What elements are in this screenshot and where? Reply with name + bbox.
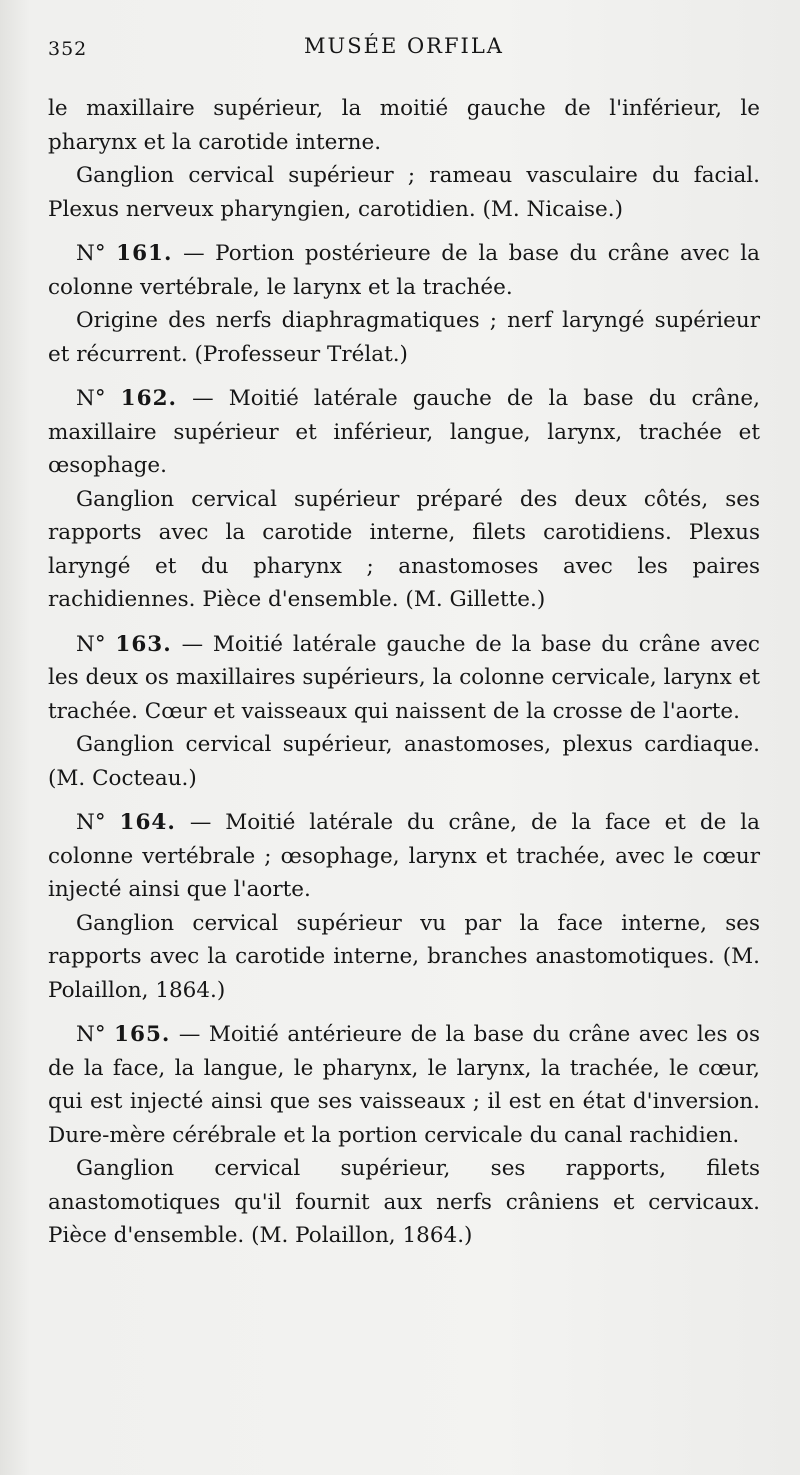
entry-number: 165. (114, 1022, 171, 1047)
entry-number: 162. (120, 386, 178, 411)
catalog-entry-161 (48, 237, 760, 371)
entry-number-label: N° (76, 241, 106, 266)
entry-details: Ganglion cervical supérieur, ses rapports, filets anastomotiques qu'il fournit aux nerfs crâniens et cervicaux. Pièce d'ensemble. (M. Polaillon, 1864.) (48, 1156, 760, 1248)
entry-details: Ganglion cervical supérieur vu par la face interne, ses rapports avec la carotide interne, branches anastomotiques. (M. Polaillon, 1864.) (48, 910, 760, 1003)
entry-number: 164. (119, 810, 176, 835)
running-head (48, 0, 760, 92)
catalog-entry-163 (48, 628, 760, 796)
entry-description (48, 237, 760, 304)
entry-number-label: N° (76, 810, 106, 835)
continuation-paragraph: le maxillaire supérieur, la moitié gauche de l'inférieur, le pharynx et la carotide interne. (48, 96, 760, 155)
entry-details: Ganglion cervical supérieur, anastomoses, plexus cardiaque. (M. Cocteau.) (48, 732, 760, 791)
entry-number: 163. (115, 631, 172, 657)
entry-description (48, 806, 760, 907)
catalog-entry-164 (48, 806, 760, 1007)
entry-description-text: — Moitié latérale du crâne, de la face et de la colonne vertébrale ; œsophage, larynx et trachée, avec le cœur injecté ainsi que l'aorte. (48, 810, 760, 902)
entry-description (48, 628, 760, 729)
entry-number-label: N° (76, 1022, 106, 1047)
entry-description (48, 1018, 760, 1152)
entry-description-text: — Portion postérieure de la base du crâne avec la colonne vertébrale, le larynx et la trachée. (48, 241, 760, 300)
catalog-entry-162 (48, 382, 760, 617)
body-text (48, 92, 760, 1253)
entry-details: Origine des nerfs diaphragmatiques ; nerf laryngé supérieur et récurrent. (Professeur Trélat.) (48, 308, 760, 367)
entry-number-label: N° (76, 631, 106, 657)
entry-number: 161. (116, 241, 173, 266)
entry-description-text: — Moitié latérale gauche de la base du crâne avec les deux os maxillaires supérieurs, la colonne cervicale, larynx et trachée. Cœur et vaisseaux qui naissent de la crosse de l'aorte. (48, 631, 760, 724)
entry-description-text: — Moitié antérieure de la base du crâne avec les os de la face, la langue, le pharynx, le larynx, la trachée, le cœur, qui est injecté ainsi que ses vaisseaux ; il est en état d'inversion. Dure-mère cérébrale et la portion cervicale du canal rachidien. (48, 1022, 760, 1148)
catalog-entry-165 (48, 1018, 760, 1253)
page-number: 352 (48, 38, 88, 60)
entry-description (48, 382, 760, 483)
opening-paragraph: Ganglion cervical supérieur ; rameau vasculaire du facial. Plexus nerveux pharyngien, carotidien. (M. Nicaise.) (48, 163, 760, 222)
entry-number-label: N° (76, 386, 106, 411)
entry-description-text: — Moitié latérale gauche de la base du crâne, maxillaire supérieur et inférieur, langue, larynx, trachée et œsophage. (48, 386, 760, 478)
entry-details: Ganglion cervical supérieur préparé des deux côtés, ses rapports avec la carotide interne, filets carotidiens. Plexus laryngé et du pharynx ; anastomoses avec les paires rachidiennes. Pièce d'ensemble. (M. Gillette.) (48, 486, 760, 612)
running-title: MUSÉE ORFILA (304, 34, 504, 58)
